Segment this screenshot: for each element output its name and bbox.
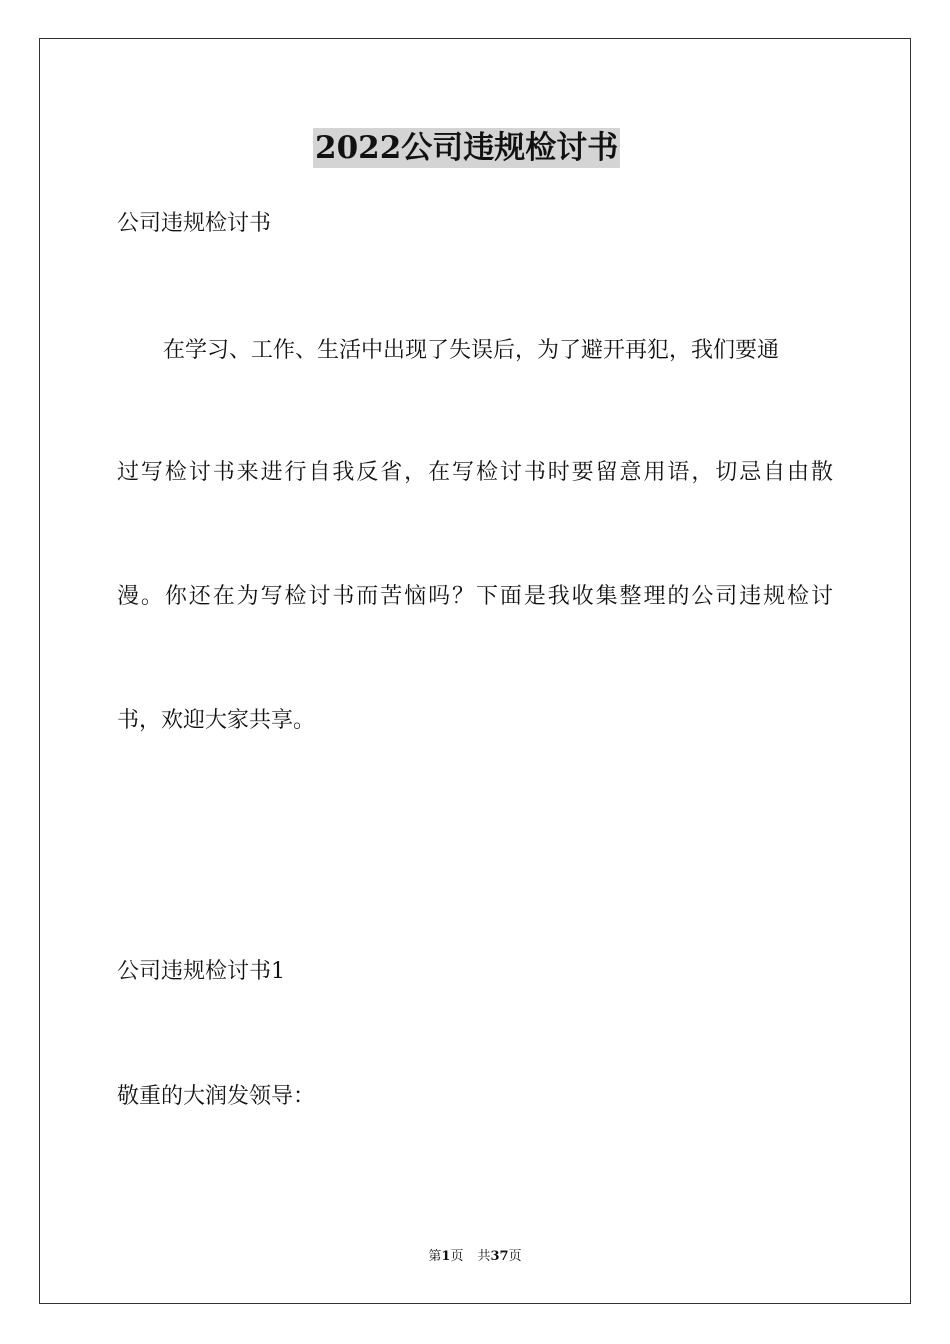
section-heading: 公司违规检讨书1 (117, 959, 285, 984)
intro-line-1: 在学习、工作、生活中出现了失误后，为了避开再犯，我们要通 (163, 338, 780, 363)
footer-page-current: 1 (441, 1249, 451, 1264)
document-title: 2022公司违规检讨书 (315, 130, 619, 166)
footer-page-prefix: 第 (428, 1249, 442, 1264)
page-footer (0, 1248, 950, 1266)
intro-line-2: 过写检讨书来进行自我反省，在写检讨书时要留意用语，切忌自由散 (117, 460, 833, 485)
footer-total-suffix: 页 (508, 1249, 522, 1264)
footer-page-total: 37 (490, 1249, 509, 1264)
intro-line-3: 漫。你还在为写检讨书而苦恼吗？下面是我收集整理的公司违规检讨 (117, 584, 833, 609)
salutation: 敬重的大润发领导： (117, 1084, 316, 1109)
document-subtitle: 公司违规检讨书 (117, 211, 272, 236)
footer-page-suffix: 页 (450, 1249, 464, 1264)
intro-line-4: 书，欢迎大家共享。 (117, 708, 316, 733)
footer-total-prefix: 共 (477, 1249, 491, 1264)
